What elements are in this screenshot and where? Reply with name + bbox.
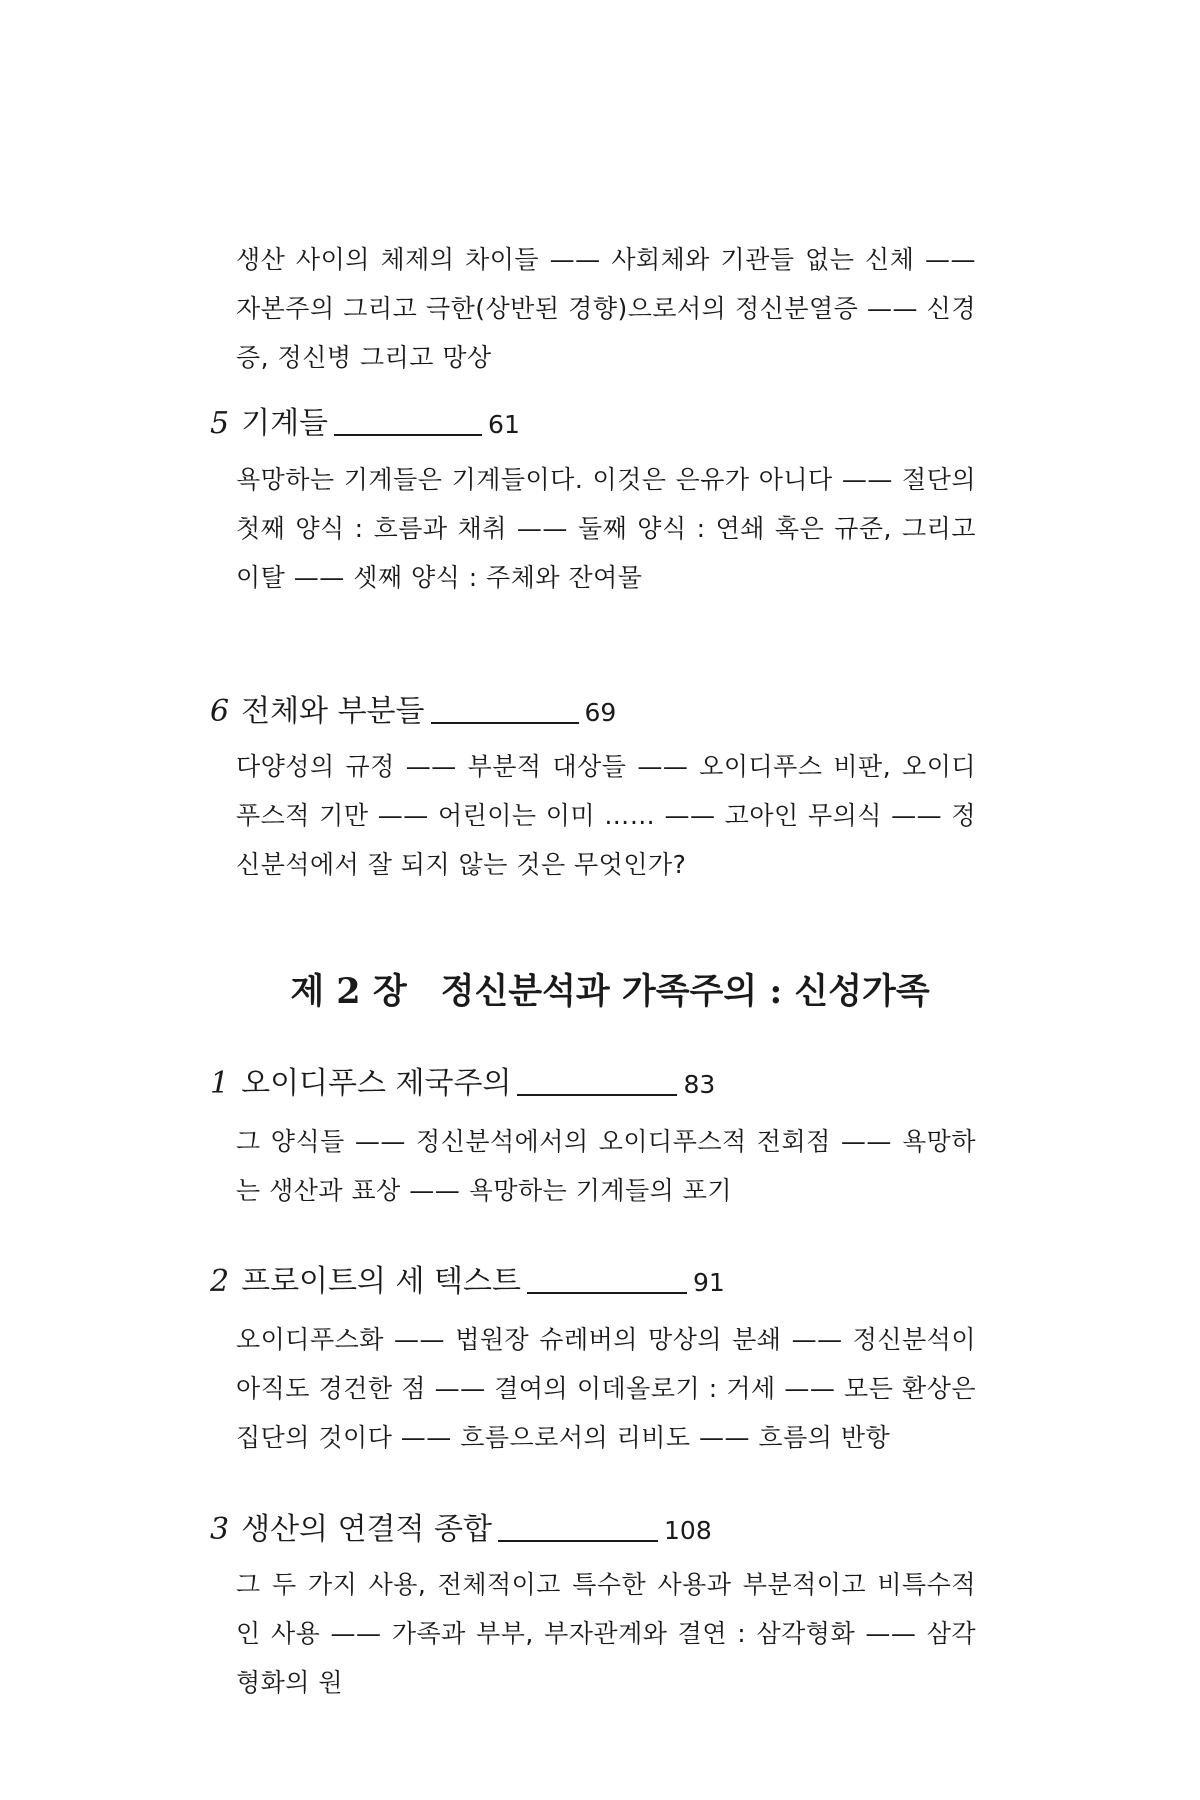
toc-entry-machines [210,404,520,445]
toc-entry-oedipal-imperialism [210,1064,715,1105]
toc-entry-whole-and-parts [210,692,616,733]
page-number: 83 [683,1070,716,1099]
chapter-title: 정신분석과 가족주의 : 신성가족 [440,971,930,1012]
section-description: 다양성의 규정 —— 부분적 대상들 —— 오이디푸스 비판, 오이디푸스적 기만 —— 어린이는 이미 …… —— 고아인 무의식 —— 정신분석에서 잘 되지 않는 것은 무엇인가? [236,752,976,879]
section-title: 오이디푸스 제국주의 [241,1066,512,1101]
section-number: 2 [210,1264,230,1299]
page-number: 91 [693,1268,725,1297]
section-number: 5 [210,406,230,441]
section-description: 오이디푸스화 —— 법원장 슈레버의 망상의 분쇄 —— 정신분석이 아직도 경건한 점 —— 결여의 이데올로기 : 거세 —— 모든 환상은 집단의 것이다 —— 흐름으로서의 리비도 —— 흐름의 반항 [236,1325,976,1452]
leader-line [527,1292,687,1294]
chapter-label: 제 2 장 [290,971,407,1012]
section-title: 전체와 부분들 [241,694,425,729]
section-description: 그 양식들 —— 정신분석에서의 오이디푸스적 전회점 —— 욕망하는 생산과 표상 —— 욕망하는 기계들의 포기 [236,1127,976,1205]
leader-line [431,722,579,724]
section-number: 6 [210,694,230,729]
toc-entry-connective-synthesis [210,1510,712,1551]
section-title: 생산의 연결적 종합 [241,1512,493,1547]
chapter-heading [0,970,1200,1014]
section-description: 그 두 가지 사용, 전체적이고 특수한 사용과 부분적이고 비특수적인 사용 —— 가족과 부부, 부자관계와 결연 : 삼각형화 —— 삼각형화의 원 [236,1570,976,1697]
section-title: 기계들 [241,406,329,441]
section-description: 욕망하는 기계들은 기계들이다. 이것은 은유가 아니다 —— 절단의 첫째 양식 : 흐름과 채취 —— 둘째 양식 : 연쇄 혹은 규준, 그리고 이탈 —— 셋째 양식 : 주체와 잔여물 [236,465,976,592]
leader-line [334,434,482,436]
leader-line [498,1540,658,1542]
page-number: 61 [488,410,520,439]
section-number: 3 [210,1512,230,1547]
toc-entry-three-freud-texts [210,1262,725,1303]
page-number: 108 [664,1516,712,1545]
section-number: 1 [210,1066,230,1101]
page-number: 69 [584,698,617,727]
section-description-continued: 생산 사이의 체제의 차이들 —— 사회체와 기관들 없는 신체 —— 자본주의 그리고 극한(상반된 경향)으로서의 정신분열증 —— 신경증, 정신병 그리고 망상 [236,245,976,372]
section-title: 프로이트의 세 텍스트 [241,1264,521,1299]
leader-line [517,1094,677,1096]
